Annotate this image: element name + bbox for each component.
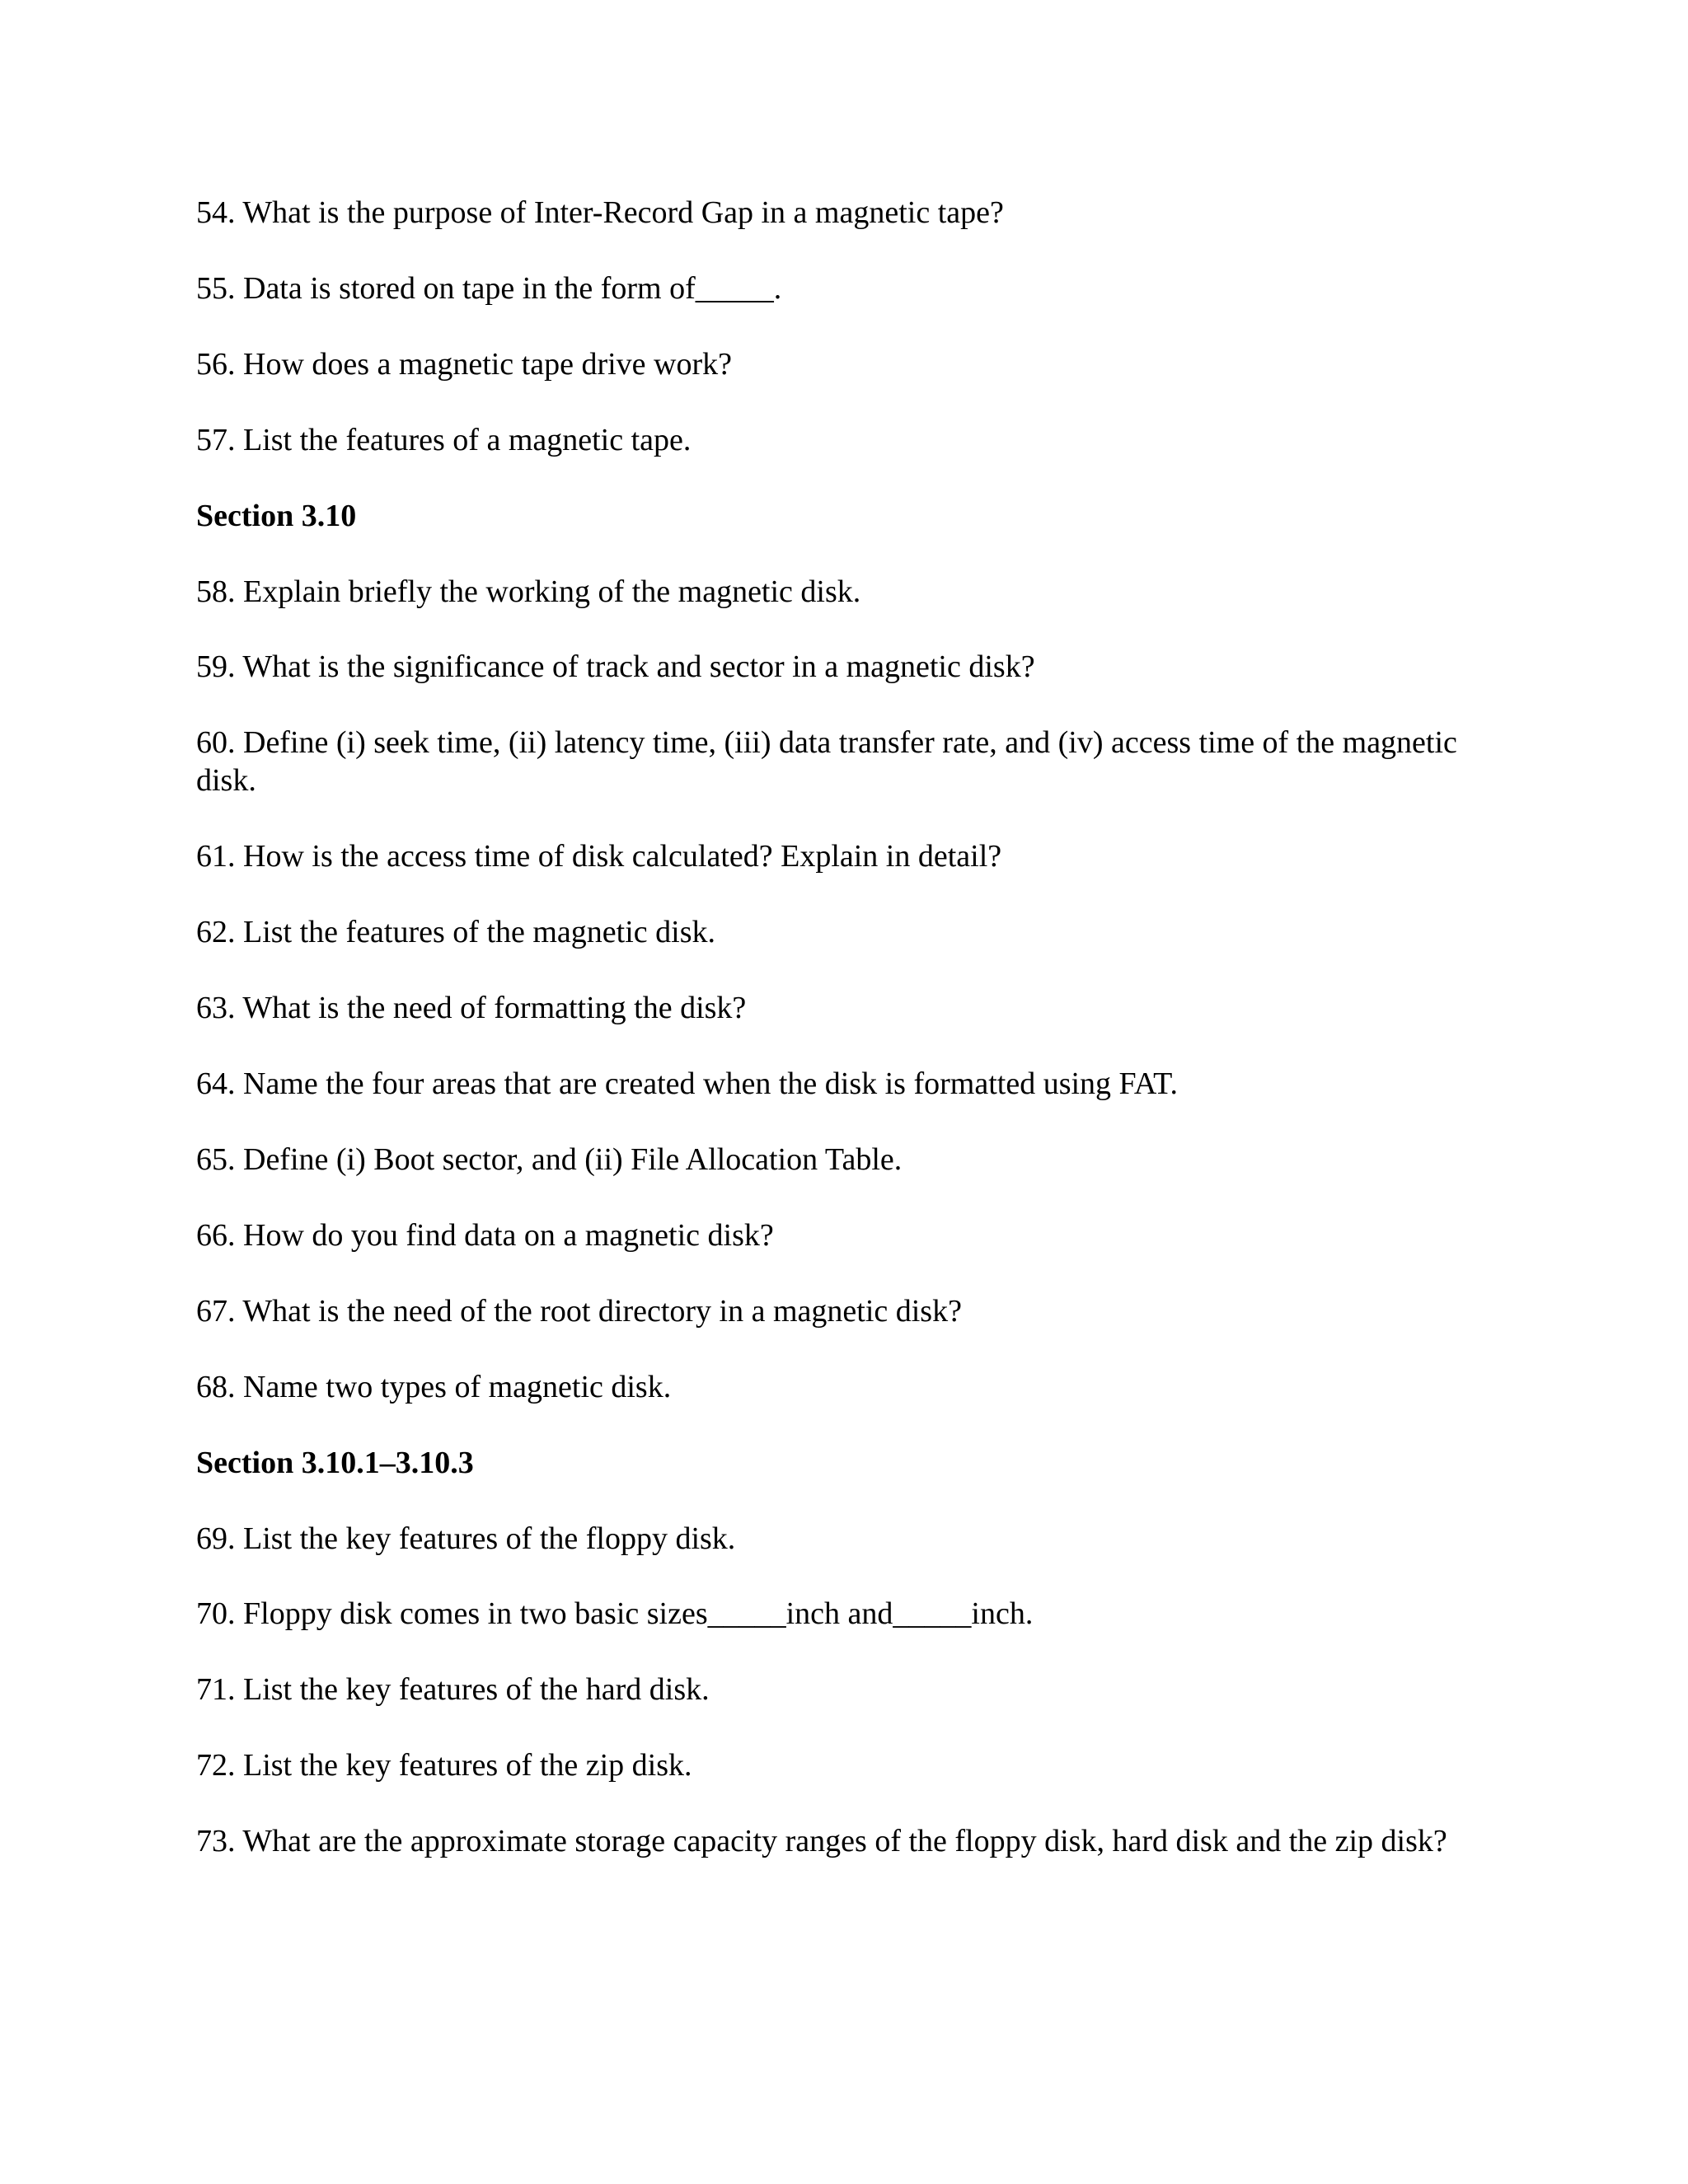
question-65: 65. Define (i) Boot sector, and (ii) File Allocation Table. (196, 1142, 903, 1177)
question-57: 57. List the features of a magnetic tape. (196, 423, 692, 457)
question-68: 68. Name two types of magnetic disk. (196, 1370, 672, 1404)
question-64: 64. Name the four areas that are created when the disk is formatted using FAT. (196, 1066, 1178, 1101)
question-55: 55. Data is stored on tape in the form of_____. (196, 271, 782, 306)
section-heading-3-10: Section 3.10 (196, 499, 357, 533)
question-54: 54. What is the purpose of Inter-Record Gap in a magnetic tape? (196, 195, 1004, 230)
question-72: 72. List the key features of the zip disk. (196, 1748, 692, 1783)
question-70: 70. Floppy disk comes in two basic sizes_____inch and_____inch. (196, 1596, 1034, 1631)
section-heading-3-10-1: Section 3.10.1–3.10.3 (196, 1446, 474, 1480)
question-73: 73. What are the approximate storage capacity ranges of the floppy disk, hard disk and the zip disk? (196, 1824, 1447, 1858)
question-63: 63. What is the need of formatting the disk? (196, 991, 747, 1025)
question-69: 69. List the key features of the floppy disk. (196, 1521, 736, 1556)
question-58: 58. Explain briefly the working of the magnetic disk. (196, 574, 861, 609)
question-66: 66. How do you find data on a magnetic disk? (196, 1218, 774, 1253)
question-59: 59. What is the significance of track and sector in a magnetic disk? (196, 649, 1035, 684)
question-67: 67. What is the need of the root directory in a magnetic disk? (196, 1294, 962, 1329)
question-56: 56. How does a magnetic tape drive work? (196, 347, 733, 382)
question-62: 62. List the features of the magnetic disk. (196, 915, 715, 949)
question-61: 61. How is the access time of disk calculated? Explain in detail? (196, 839, 1002, 874)
question-71: 71. List the key features of the hard disk. (196, 1672, 710, 1707)
question-60: 60. Define (i) seek time, (ii) latency time, (iii) data transfer rate, and (iv) access time of the magnetic disk. (196, 725, 1457, 798)
